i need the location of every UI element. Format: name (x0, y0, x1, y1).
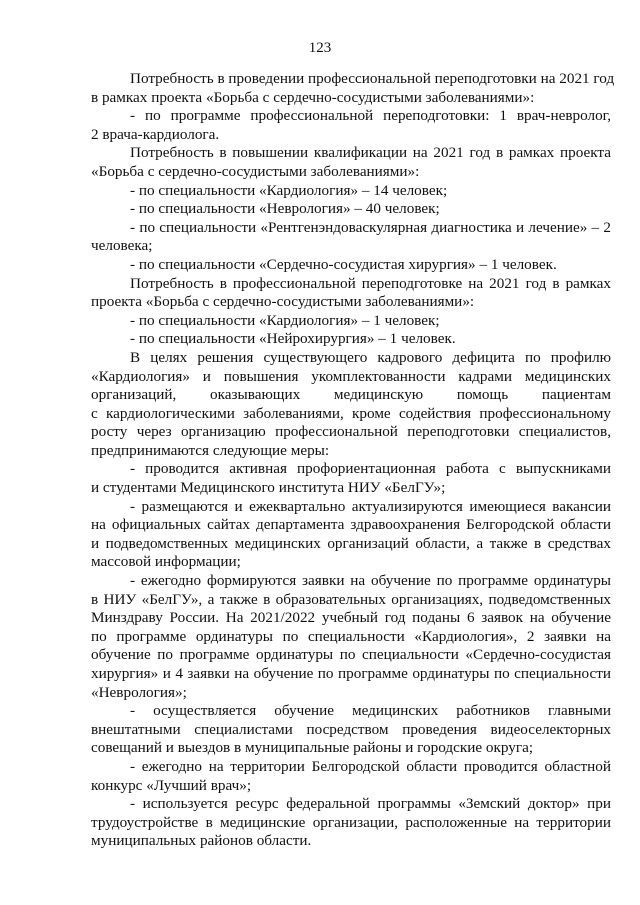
text-line: и подведомственных медицинских организаций области, а также в средствах (91, 534, 611, 552)
text-line: человека; (91, 237, 153, 255)
text-line: трудоустройстве в медицинские организации, расположенные на территории (91, 813, 611, 831)
text-line: в рамках проекта «Борьба с сердечно-сосудистыми заболеваниями»: (91, 88, 535, 106)
text-line: предпринимаются следующие меры: (91, 441, 330, 459)
text-line: «Кардиология» и повышения укомплектованности кадрами медицинских (91, 367, 611, 385)
page-number: 123 (308, 40, 332, 56)
text-line: массовой информации; (91, 553, 241, 571)
text-line: - ежегодно формируются заявки на обучение по программе ординатуры (130, 572, 611, 590)
text-line: Потребность в повышении квалификации на 2021 год в рамках проекта (130, 144, 611, 162)
text-line: организаций, оказывающих медицинскую помощь пациентам (91, 386, 611, 404)
text-line: проекта «Борьба с сердечно-сосудистыми заболеваниями»: (91, 293, 475, 311)
text-line: Потребность в проведении профессиональной переподготовки на 2021 год (130, 70, 615, 87)
text-line: - осуществляется обучение медицинских работников главными (130, 702, 611, 720)
text-line: Потребность в профессиональной переподготовке на 2021 год в рамках (130, 274, 611, 292)
text-line: и студентами Медицинского института НИУ «БелГУ»; (91, 479, 446, 497)
text-line: - проводится активная профориентационная работа с выпускниками (130, 460, 611, 478)
text-line: Минздраву России. На 2021/2022 учебный год поданы 6 заявок на обучение (91, 609, 611, 627)
document-body (91, 70, 615, 851)
text-line: «Неврология»; (91, 683, 187, 701)
text-line: - по специальности «Неврология» – 40 человек; (130, 200, 440, 218)
text-line: на официальных сайтах департамента здравоохранения Белгородской области (91, 516, 611, 534)
text-line: 2 врача-кардиолога. (91, 125, 220, 143)
text-line: - по специальности «Кардиология» – 14 человек; (130, 181, 448, 199)
text-line: - по программе профессиональной переподготовки: 1 врач-невролог, (130, 107, 611, 125)
text-line: - по специальности «Сердечно-сосудистая хирургия» – 1 человек. (130, 255, 557, 273)
text-line: хирургия» и 4 заявки на обучение по программе ординатуры по специальности (91, 665, 611, 682)
text-line: муниципальных районов области. (91, 832, 312, 850)
text-line: обучение по программе ординатуры по специальности «Сердечно-сосудистая (91, 646, 611, 664)
text-line: в НИУ «БелГУ», а также в образовательных организациях, подведомственных (91, 590, 611, 608)
text-line: внештатными специалистами посредством проведения видеоселекторных (91, 720, 611, 738)
text-line: - ежегодно на территории Белгородской области проводится областной (130, 757, 611, 775)
text-line: В целях решения существующего кадрового дефицита по профилю (130, 348, 611, 366)
text-line: - по специальности «Нейрохирургия» – 1 человек. (130, 330, 456, 348)
text-line: конкурс «Лучший врач»; (91, 776, 252, 794)
text-line: - используется ресурс федеральной программы «Земский доктор» при (130, 795, 611, 813)
text-line: росту через организацию профессиональной переподготовки специалистов, (91, 423, 611, 441)
text-line: - по специальности «Рентгенэндоваскулярная диагностика и лечение» – 2 (130, 218, 611, 236)
text-line: по программе ординатуры по специальности «Кардиология», 2 заявки на (91, 627, 611, 645)
text-line: «Борьба с сердечно-сосудистыми заболеваниями»: (91, 162, 420, 180)
text-line: - по специальности «Кардиология» – 1 человек; (130, 311, 440, 329)
text-line: совещаний и выездов в муниципальные районы и городские округа; (91, 739, 534, 757)
text-line: - размещаются и ежеквартально актуализируются имеющиеся вакансии (130, 497, 611, 515)
text-line: с кардиологическими заболеваниями, кроме содействия профессиональному (91, 404, 611, 422)
